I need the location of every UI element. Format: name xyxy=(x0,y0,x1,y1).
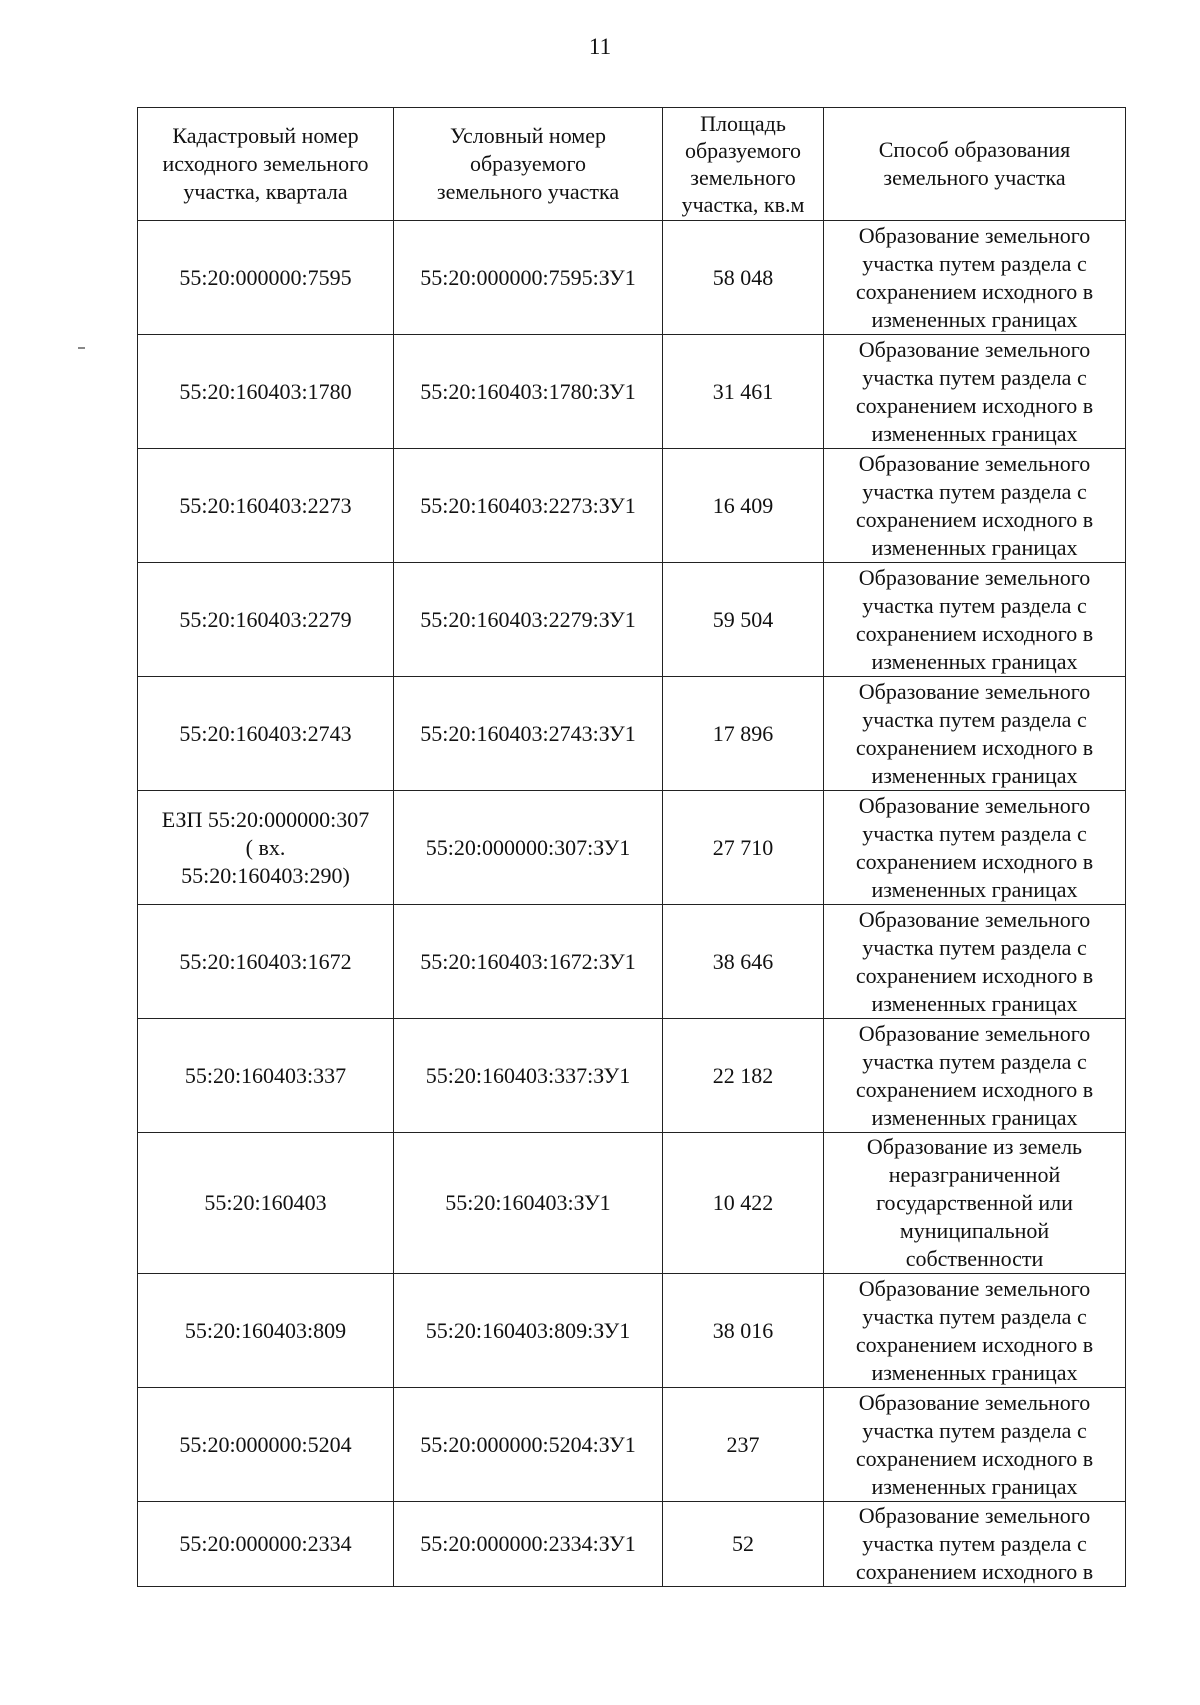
cell-conditional-number: 55:20:000000:2334:ЗУ1 xyxy=(394,1502,663,1587)
cell-area: 31 461 xyxy=(663,335,824,449)
table-row xyxy=(138,335,1126,449)
table-row xyxy=(138,677,1126,791)
cell-formation-method: Образование земельного участка путем раздела с сохранением исходного в измененных границах xyxy=(824,791,1126,905)
cell-conditional-number: 55:20:160403:2273:ЗУ1 xyxy=(394,449,663,563)
cell-area: 38 016 xyxy=(663,1274,824,1388)
table-row xyxy=(138,905,1126,1019)
cell-formation-method: Образование земельного участка путем раздела с сохранением исходного в измененных границах xyxy=(824,677,1126,791)
cell-formation-method: Образование земельного участка путем раздела с сохранением исходного в измененных границах xyxy=(824,1019,1126,1133)
cell-area: 10 422 xyxy=(663,1133,824,1274)
cell-source-cadastral-number: 55:20:160403:2743 xyxy=(138,677,394,791)
cell-conditional-number: 55:20:000000:7595:ЗУ1 xyxy=(394,221,663,335)
table-row xyxy=(138,1388,1126,1502)
cell-conditional-number: 55:20:160403:2279:ЗУ1 xyxy=(394,563,663,677)
table-row xyxy=(138,1274,1126,1388)
cell-formation-method: Образование земельного участка путем раздела с сохранением исходного в измененных границах xyxy=(824,449,1126,563)
cell-source-cadastral-number: 55:20:160403:809 xyxy=(138,1274,394,1388)
cell-formation-method: Образование земельного участка путем раздела с сохранением исходного в измененных границах xyxy=(824,563,1126,677)
table-row xyxy=(138,1019,1126,1133)
cell-source-cadastral-number: 55:20:160403:2279 xyxy=(138,563,394,677)
cell-conditional-number: 55:20:160403:337:ЗУ1 xyxy=(394,1019,663,1133)
cell-conditional-number: 55:20:160403:ЗУ1 xyxy=(394,1133,663,1274)
cell-area: 58 048 xyxy=(663,221,824,335)
table-row xyxy=(138,791,1126,905)
cell-formation-method: Образование земельного участка путем раздела с сохранением исходного в xyxy=(824,1502,1126,1587)
cell-area: 38 646 xyxy=(663,905,824,1019)
cell-source-cadastral-number: 55:20:160403:1780 xyxy=(138,335,394,449)
cell-formation-method: Образование земельного участка путем раздела с сохранением исходного в измененных границах xyxy=(824,1388,1126,1502)
cell-source-cadastral-number: 55:20:160403:2273 xyxy=(138,449,394,563)
table-row xyxy=(138,1133,1126,1274)
table-body xyxy=(138,221,1126,1587)
cell-conditional-number: 55:20:160403:1780:ЗУ1 xyxy=(394,335,663,449)
cell-formation-method: Образование земельного участка путем раздела с сохранением исходного в измененных границах xyxy=(824,221,1126,335)
cell-source-cadastral-number: 55:20:160403 xyxy=(138,1133,394,1274)
cell-conditional-number: 55:20:160403:809:ЗУ1 xyxy=(394,1274,663,1388)
page-number: 11 xyxy=(588,34,612,59)
cell-conditional-number: 55:20:000000:307:ЗУ1 xyxy=(394,791,663,905)
land-plots-table xyxy=(137,107,1126,1587)
cell-area: 237 xyxy=(663,1388,824,1502)
cell-source-cadastral-number: 55:20:000000:7595 xyxy=(138,221,394,335)
cell-conditional-number: 55:20:000000:5204:ЗУ1 xyxy=(394,1388,663,1502)
cell-formation-method: Образование земельного участка путем раздела с сохранением исходного в измененных границах xyxy=(824,1274,1126,1388)
cell-source-cadastral-number: 55:20:000000:5204 xyxy=(138,1388,394,1502)
header-formation-method: Способ образования земельного участка xyxy=(824,108,1126,221)
cell-area: 17 896 xyxy=(663,677,824,791)
cell-source-cadastral-number: ЕЗП 55:20:000000:307 ( вх. 55:20:160403:290) xyxy=(138,791,394,905)
cell-formation-method: Образование из земель неразграниченной государственной или муниципальной собственности xyxy=(824,1133,1126,1274)
table-row xyxy=(138,1502,1126,1587)
table-header-row xyxy=(138,108,1126,221)
scan-artifact xyxy=(78,347,85,349)
cell-source-cadastral-number: 55:20:000000:2334 xyxy=(138,1502,394,1587)
table-row xyxy=(138,449,1126,563)
header-conditional-number: Условный номер образуемого земельного участка xyxy=(394,108,663,221)
cell-conditional-number: 55:20:160403:2743:ЗУ1 xyxy=(394,677,663,791)
cell-source-cadastral-number: 55:20:160403:1672 xyxy=(138,905,394,1019)
table-row xyxy=(138,221,1126,335)
table-row xyxy=(138,563,1126,677)
cell-area: 16 409 xyxy=(663,449,824,563)
cell-area: 52 xyxy=(663,1502,824,1587)
cell-conditional-number: 55:20:160403:1672:ЗУ1 xyxy=(394,905,663,1019)
cell-area: 59 504 xyxy=(663,563,824,677)
cell-source-cadastral-number: 55:20:160403:337 xyxy=(138,1019,394,1133)
cell-area: 22 182 xyxy=(663,1019,824,1133)
cell-formation-method: Образование земельного участка путем раздела с сохранением исходного в измененных границах xyxy=(824,335,1126,449)
header-cadastral-number: Кадастровый номер исходного земельного участка, квартала xyxy=(138,108,394,221)
cell-area: 27 710 xyxy=(663,791,824,905)
header-area: Площадь образуемого земельного участка, кв.м xyxy=(663,108,824,221)
cell-formation-method: Образование земельного участка путем раздела с сохранением исходного в измененных границах xyxy=(824,905,1126,1019)
